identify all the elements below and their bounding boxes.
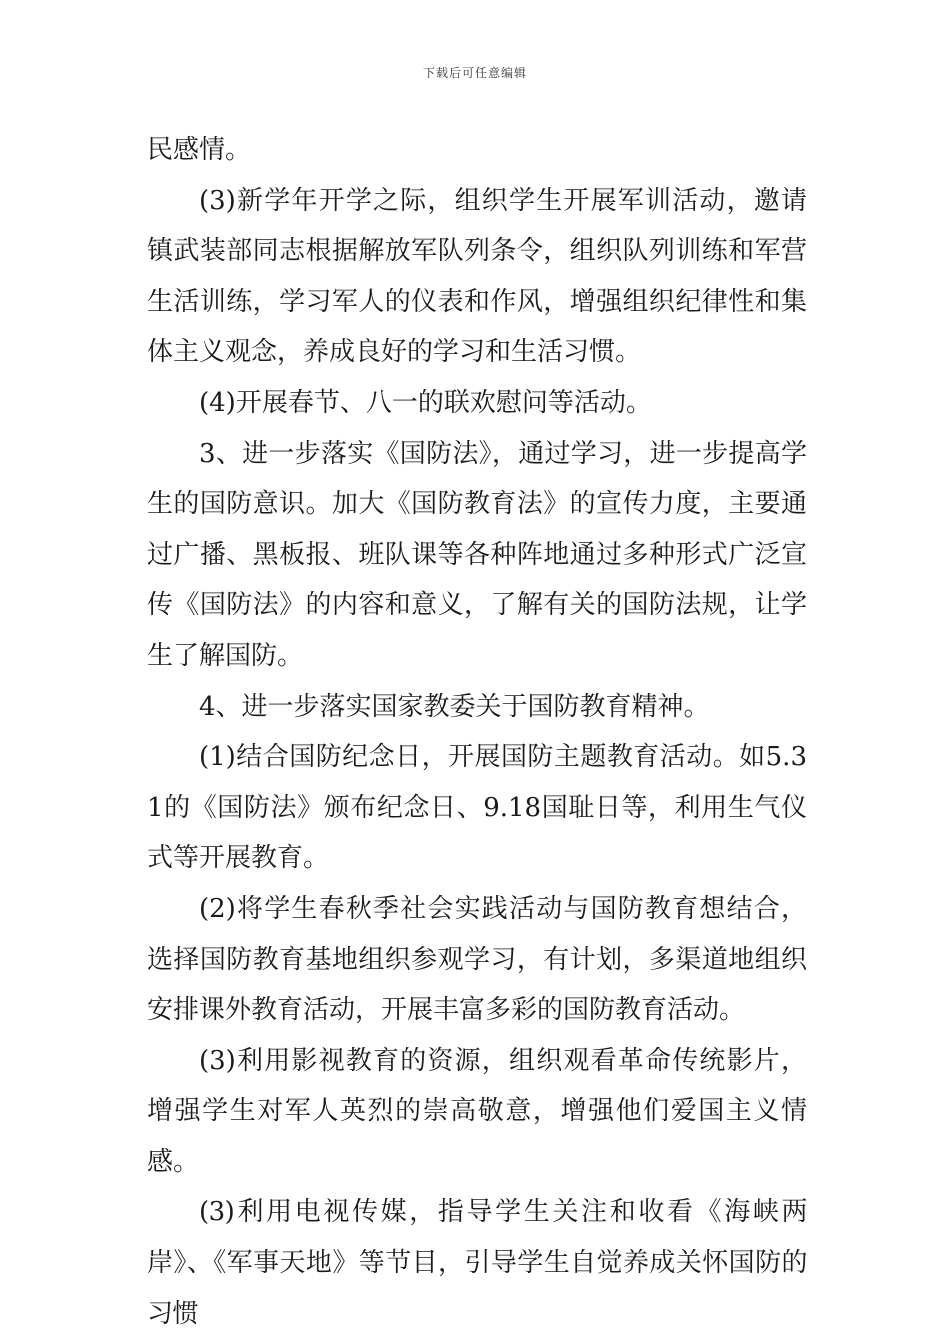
paragraph-tv-media: (3)利用电视传媒，指导学生关注和收看《海峡两岸》、《军事天地》等节目，引导学生自觉养成关怀国防的习惯 xyxy=(147,1197,807,1329)
paragraph-education-spirit: 4、进一步落实国家教委关于国防教育精神。 xyxy=(199,691,710,722)
document-body xyxy=(147,125,807,1339)
paragraph-military-training: (3)新学年开学之际，组织学生开展军训活动，邀请镇武装部同志根据解放军队列条令，组织队列训练和军营生活训练，学习军人的仪表和作风，增强组织纪律性和集体主义观念，养成良好的学习和生活习惯。 xyxy=(147,185,807,368)
paragraph-continuation: 民感情。 xyxy=(147,135,252,165)
paragraph-defense-law: 3、进一步落实《国防法》，通过学习，进一步提高学生的国防意识。加大《国防教育法》的宣传力度，主要通过广播、黑板报、班队课等各种阵地通过多种形式广泛宣传《国防法》的内容和意义，了解有关的国防法规，让学生了解国防。 xyxy=(147,438,807,671)
paragraph-social-practice: (2)将学生春秋季社会实践活动与国防教育想结合，选择国防教育基地组织参观学习，有计划，多渠道地组织安排课外教育活动，开展丰富多彩的国防教育活动。 xyxy=(147,893,807,1026)
paragraph-memorial-days: (1)结合国防纪念日，开展国防主题教育活动。如5.31的《国防法》颁布纪念日、9.18国耻日等，利用生气仪式等开展教育。 xyxy=(147,742,807,874)
page-header: 下载后可任意编辑 xyxy=(422,66,527,80)
paragraph-festival-activities: (4)开展春节、八一的联欢慰问等活动。 xyxy=(199,387,652,418)
paragraph-film-education: (3)利用影视教育的资源，组织观看革命传统影片，增强学生对军人英烈的崇高敬意，增强他们爱国主义情感。 xyxy=(147,1045,807,1177)
